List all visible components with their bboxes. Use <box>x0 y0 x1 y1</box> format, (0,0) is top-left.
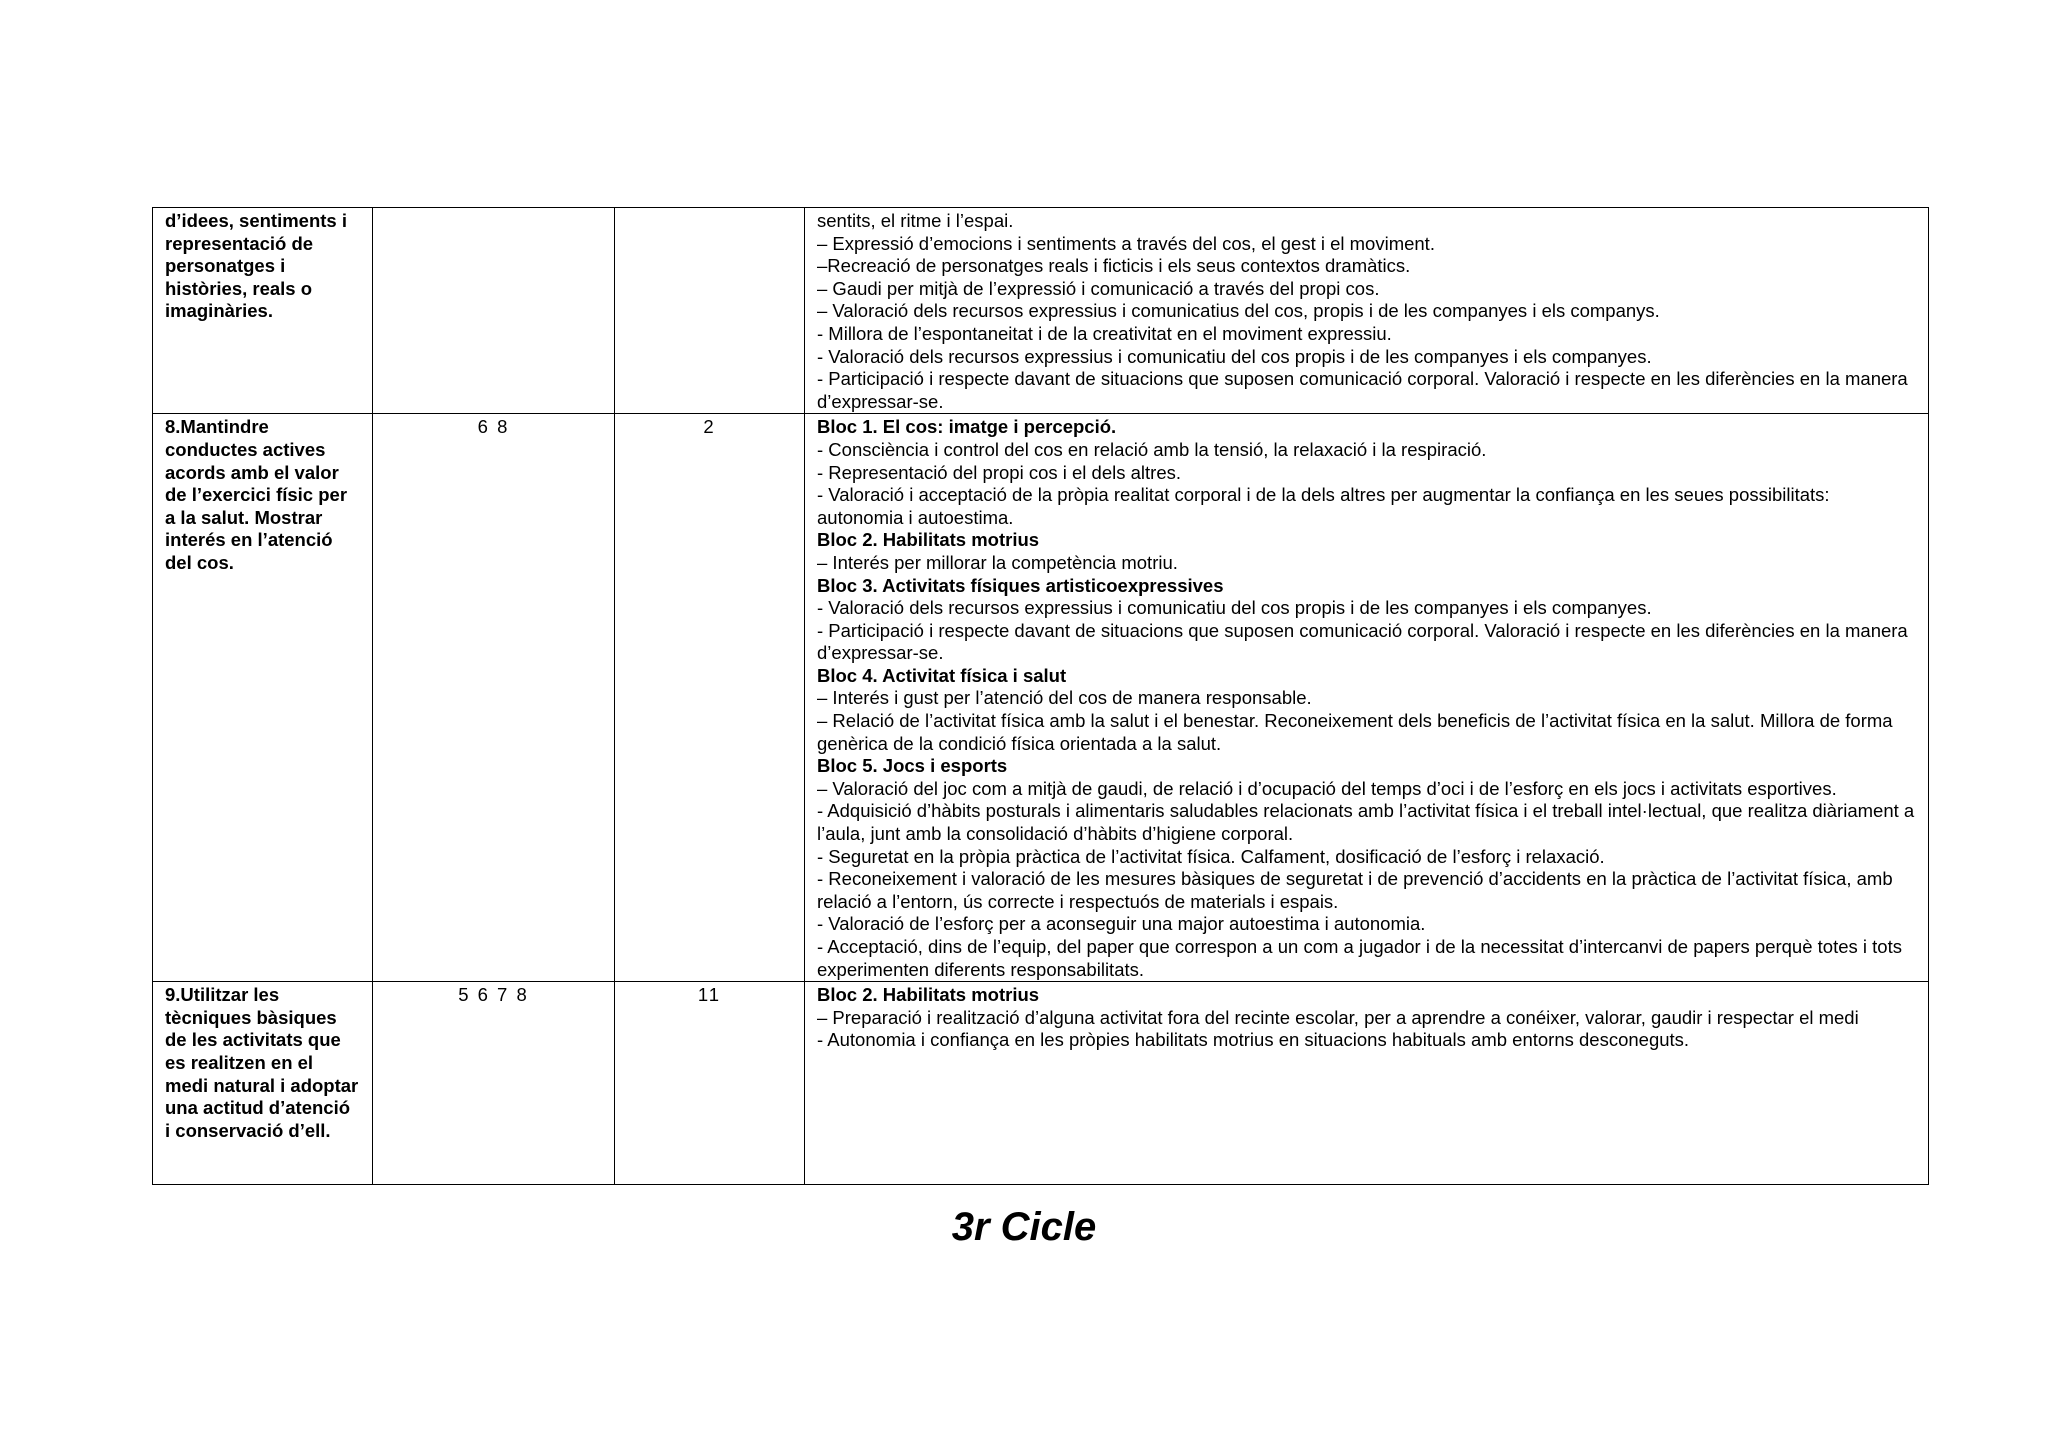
content-item: –Recreació de personatges reals i ficticis i els seus contextos dramàtics. <box>817 255 1411 277</box>
content-block-heading: Bloc 4. Activitat física i salut <box>817 664 1067 686</box>
table-row <box>153 208 1929 414</box>
content-item: – Valoració del joc com a mitjà de gaudi, de relació i d’ocupació del temps d’oci i de l’esforç en els jocs i activitats esportives. <box>817 777 1837 799</box>
content-item: – Preparació i realització d’alguna activitat fora del recinte escolar, per a aprendre a conéixer, valorar, gaudir i respectar el medi <box>817 1006 1859 1028</box>
content-block-heading: Bloc 3. Activitats físiques artisticoexpressives <box>817 574 1224 596</box>
content-item: - Adquisició d’hàbits posturals i alimentaris saludables relacionats amb l’activitat física i el treball intel·lectual, que realitza diàriament a l’aula, junt amb la consolidació d’hàbits d’higiene corporal. <box>817 800 1915 845</box>
content-item: – Interés i gust per l’atenció del cos de manera responsable. <box>817 687 1312 709</box>
criterion-cell: 9.Utilitzar les tècniques bàsiques de les activitats que es realitzen en el medi natural i adoptar una actitud d’atenció i conservació d’ell. <box>153 982 373 1185</box>
content-item: sentits, el ritme i l’espai. <box>817 210 1014 231</box>
content-block-heading: Bloc 5. Jocs i esports <box>817 755 1008 777</box>
contents-cell <box>805 982 1929 1185</box>
content-item: – Gaudi per mitjà de l’expressió i comunicació a través del propi cos. <box>817 277 1380 299</box>
content-item: - Millora de l’espontaneitat i de la creativitat en el moviment expressiu. <box>817 322 1392 344</box>
content-item: - Participació i respecte davant de situacions que suposen comunicació corporal. Valoració i respecte en les diferències en la manera d’expressar-se. <box>817 619 1908 664</box>
curriculum-table <box>152 207 1929 1185</box>
objectives-cell <box>373 208 615 414</box>
content-item: - Valoració de l’esforç per a aconseguir una major autoestima i autonomia. <box>817 913 1426 935</box>
criterion-cell: 8.Mantindre conductes actives acords amb el valor de l’exercici físic per a la salut. Mostrar interés en l’atenció del cos. <box>153 414 373 982</box>
table-row <box>153 982 1929 1185</box>
content-item: - Consciència i control del cos en relació amb la tensió, la relaxació i la respiració. <box>817 438 1487 460</box>
content-item: - Participació i respecte davant de situacions que suposen comunicació corporal. Valoració i respecte en les diferències en la manera d’expressar-se. <box>817 368 1908 412</box>
content-block-heading: Bloc 2. Habilitats motrius <box>817 984 1040 1006</box>
contents-cell <box>805 208 1929 414</box>
content-item: - Valoració dels recursos expressius i comunicatiu del cos propis i de les companyes i els companyes. <box>817 597 1652 619</box>
content-item: - Valoració dels recursos expressius i comunicatiu del cos propis i de les companyes i els companyes. <box>817 345 1652 367</box>
section-title: 3r Cicle <box>951 1205 1097 1249</box>
objectives-cell: 5 6 7 8 <box>373 982 615 1185</box>
objectives-cell: 6 8 <box>373 414 615 982</box>
competences-cell: 11 <box>615 982 805 1185</box>
competences-cell: 2 <box>615 414 805 982</box>
content-item: - Representació del propi cos i el dels altres. <box>817 461 1182 483</box>
content-item: – Relació de l’activitat física amb la salut i el benestar. Reconeixement dels beneficis de l’activitat física en la salut. Millora de forma genèrica de la condició física orientada a la salut. <box>817 710 1893 754</box>
content-item: - Autonomia i confiança en les pròpies habilitats motrius en situacions habituals amb entorns desconeguts. <box>817 1029 1690 1051</box>
criterion-cell: d’idees, sentiments i representació de personatges i històries, reals o imaginàries. <box>153 208 373 414</box>
contents-cell <box>805 414 1929 982</box>
content-item: - Valoració i acceptació de la pròpia realitat corporal i de la dels altres per augmentar la confiança en les seues possibilitats: autonomia i autoestima. <box>817 484 1830 528</box>
content-item: – Interés per millorar la competència motriu. <box>817 551 1178 573</box>
content-item: - Acceptació, dins de l’equip, del paper que correspon a un com a jugador i de la necessitat d’intercanvi de papers perquè totes i tots experimenten diferents responsabilitats. <box>817 936 1902 980</box>
content-item: – Valoració dels recursos expressius i comunicatius del cos, propis i de les companyes i els companys. <box>817 300 1660 322</box>
content-block-heading: Bloc 2. Habilitats motrius <box>817 529 1040 551</box>
content-item: – Expressió d’emocions i sentiments a través del cos, el gest i el moviment. <box>817 232 1435 254</box>
table-row <box>153 414 1929 982</box>
content-item: - Reconeixement i valoració de les mesures bàsiques de seguretat i de prevenció d’accidents en la pràctica de l’activitat física, amb relació a l’entorn, ús correcte i respectuós de materials i espais. <box>817 868 1893 912</box>
competences-cell <box>615 208 805 414</box>
content-block-heading: Bloc 1. El cos: imatge i percepció. <box>817 416 1117 438</box>
content-item: - Seguretat en la pròpia pràctica de l’activitat física. Calfament, dosificació de l’esforç i relaxació. <box>817 845 1605 867</box>
